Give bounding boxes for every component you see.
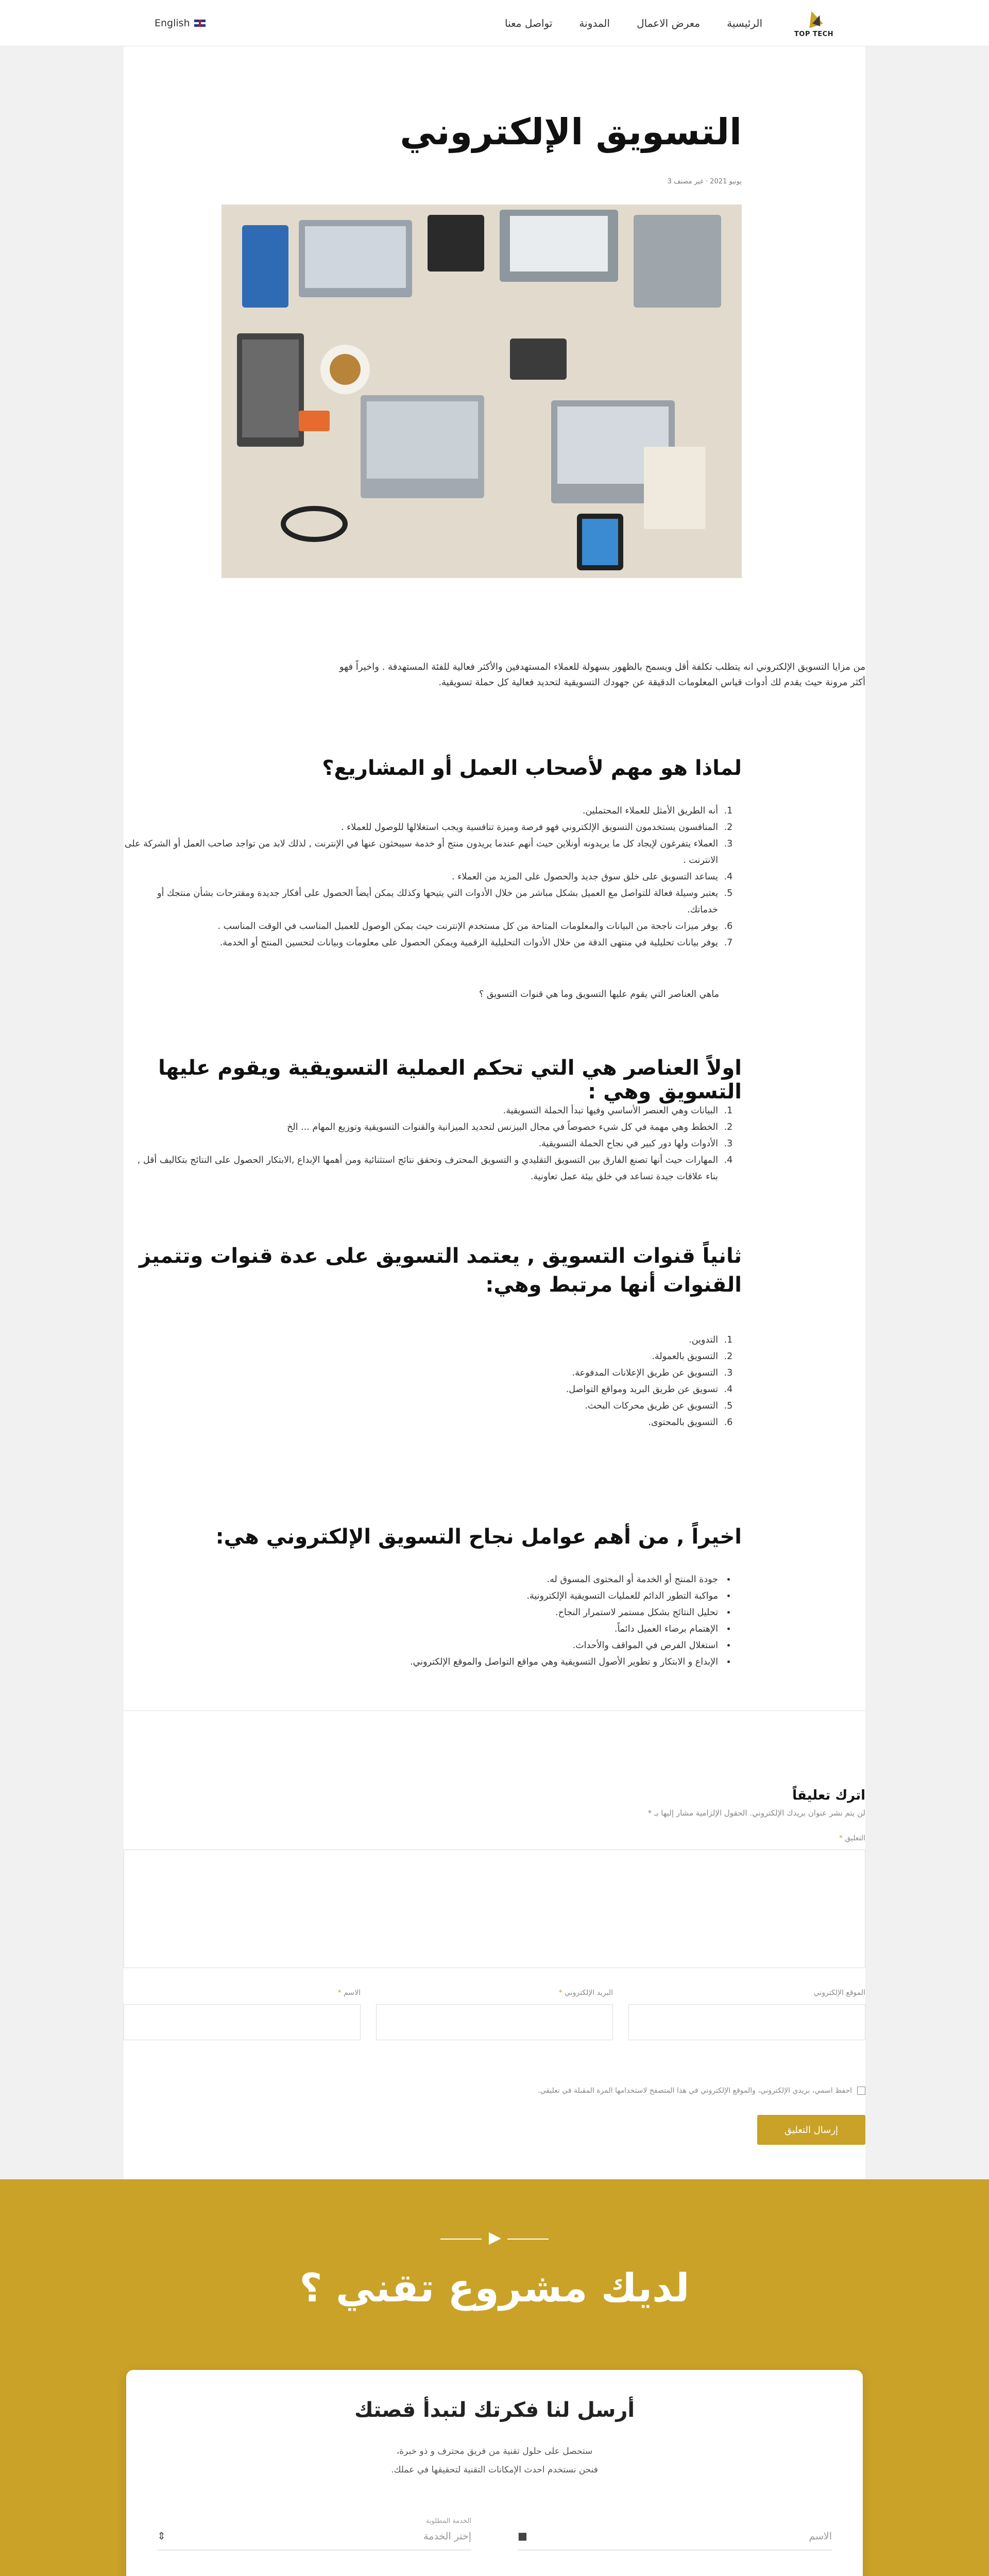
service-placeholder: إختر الخدمة: [423, 2531, 471, 2542]
list-item: 1. التدوين.: [124, 1332, 721, 1348]
list-item: 2. المنافسون يستخدمون التسويق الإلكتروني فهو فرصة وميزة تنافسية ويجب استغلالها للوصول للعملاء .: [124, 819, 721, 836]
list-item: 4. المهارات حيث أنها تصنع الفارق بين التسويق التقليدي و التسويق المحترف وتحقق نتائج استثنائية ومن أهمها الإبداع ,الابتكار الحصول على النتائج بتكاليف أقل , بناء علاقات جيدة تساعد في خلق بيئة عمل تعاونية.: [124, 1152, 721, 1185]
name-label: الاسم *: [337, 1989, 361, 1997]
list-item: • مواكبة التطور الدائم للعمليات التسويقية الإلكترونية.: [124, 1588, 721, 1604]
nav-blog[interactable]: المدونة: [579, 17, 610, 29]
uk-flag-icon: [194, 20, 206, 27]
nav-contact[interactable]: تواصل معنا: [504, 17, 553, 29]
list-item: 6. التسويق بالمحتوى.: [124, 1414, 721, 1431]
list-item: • الإهتمام برضاء العميل دائماً.: [124, 1621, 721, 1637]
website-label: الموقع الإلكتروني: [813, 1989, 865, 1997]
project-phone-field[interactable]: [157, 2571, 471, 2576]
project-title: لديك مشروع تقني ؟: [299, 2265, 690, 2311]
email-label: البريد الإلكتروني *: [558, 1989, 613, 1997]
list-item: 1. أنه الطريق الأمثل للعملاء المحتملين.: [124, 803, 721, 819]
list-item: 3. الأدوات ولها دور كبير في نجاح الحملة التسويقية.: [124, 1136, 721, 1152]
card-desc-line-2: فنحن نستخدم احدث الإمكانات التقنية لتحقيقها في عملك.: [391, 2465, 598, 2475]
card-desc-line-1: ستحصل على حلول تقنية من فريق محترف و ذو خبرة،: [396, 2446, 593, 2456]
list-item: 5. التسويق عن طريق محركات البحث.: [124, 1398, 721, 1414]
section-3-list: [124, 1332, 731, 1431]
section-1-title: لماذا هو مهم لأصحاب العمل أو المشاريع؟: [322, 756, 742, 780]
submit-comment-button[interactable]: إرسال التعليق: [757, 2115, 865, 2145]
logo-text: TOP TECH: [794, 30, 834, 38]
article: [124, 46, 865, 2179]
comment-title: اترك تعليقاً: [792, 1788, 865, 1803]
project-email-field[interactable]: [518, 2571, 832, 2576]
list-item: 3. التسويق عن طريق الإعلانات المدفوعة.: [124, 1365, 721, 1381]
list-item: 2. الخطط وهي مهمة في كل شيء خصوصاً في مجال البيزنس لتحديد الميزانية والقنوات التسويقية وتوزيع المهام ... الخ: [124, 1119, 721, 1136]
list-item: 4. تسويق عن طريق البريد ومواقع التواصل.: [124, 1381, 721, 1398]
article-title: التسويق الإلكتروني: [400, 111, 742, 153]
list-item: • الإبداع و الابتكار و تطوير الأصول التسويقية وهي مواقع التواصل والموقع الإلكتروني.: [124, 1654, 721, 1670]
list-item: 6. يوفر ميزات ناجحة من البيانات والمعلومات المتاحة من كل مستخدم الإنترنت حيث يمكن الوصول للعميل المناسب في الوقت المناسب .: [124, 918, 721, 935]
save-info-label: احفظ اسمي، بريدي الإلكتروني، والموقع الإلكتروني في هذا المتصفح لاستخدامها المرة المقبلة في تعليقي.: [538, 2087, 852, 2095]
language-switcher[interactable]: [155, 18, 206, 29]
list-item: • جودة المنتج أو الخدمة أو المحتوى المسوق له.: [124, 1571, 721, 1588]
section-4-list: [124, 1571, 731, 1670]
card-title: أرسل لنا فكرتك لتبدأ قصتك: [354, 2398, 635, 2422]
workspace-illustration: [221, 205, 742, 578]
section-2-list: [124, 1103, 731, 1185]
list-item: 4. يساعد التسويق على خلق سوق جديد والحصول على المزيد من العملاء .: [124, 869, 721, 885]
list-item: • استغلال الفرص في المواقف والأحداث.: [124, 1637, 721, 1654]
nav-home[interactable]: الرئيسية: [727, 17, 762, 29]
list-item: 7. يوفر بيانات تحليلية في منتهى الدقة من خلال الأدوات التحليلية الرقمية ويمكن الحصول على معلومات وبيانات لتحسين المنتج أو الخدمة.: [124, 935, 721, 951]
list-item: 2. التسويق بالعمولة.: [124, 1348, 721, 1365]
lang-label: English: [155, 18, 190, 29]
section-4-title: اخيراً , من أهم عوامل نجاح التسويق الإلكتروني هي:: [215, 1525, 742, 1549]
paper-plane-decoration: [440, 2231, 549, 2247]
section-1-after: ماهي العناصر التي يقوم عليها التسويق وما هي قنوات التسويق ؟: [479, 989, 719, 999]
logo-mark-icon: [803, 9, 825, 29]
section-2-title: اولاً العناصر هي التي تحكم العملية التسويقية ويقوم عليها التسويق وهي :: [158, 1056, 742, 1104]
project-section: [0, 2179, 989, 2576]
project-name-field[interactable]: [518, 2519, 832, 2550]
website-input[interactable]: [628, 2004, 865, 2040]
name-input[interactable]: [124, 2004, 361, 2040]
person-icon: ■: [518, 2530, 527, 2542]
save-info-row: [538, 2087, 865, 2095]
email-input[interactable]: [376, 2004, 613, 2040]
site-header: [0, 0, 989, 46]
comment-label: التعليق *: [839, 1834, 865, 1842]
section-3-title: ثانياً قنوات التسويق , يعتمد التسويق على عدة قنوات وتتميز القنوات أنها مرتبط وهي:: [139, 1244, 742, 1297]
list-item: • تحليل النتائج بشكل مستمر لاستمرار النجاح.: [124, 1604, 721, 1621]
card-description: [126, 2442, 863, 2479]
project-form-card: [126, 2370, 863, 2576]
comment-note: لن يتم نشر عنوان بريدك الإلكتروني. الحقول الإلزامية مشار إليها بـ *: [647, 1808, 865, 1818]
name-placeholder: الاسم: [809, 2531, 832, 2542]
section-1-list: [124, 803, 731, 951]
paper-plane-icon: [489, 2232, 501, 2245]
service-label: الخدمة المطلوبة: [425, 2517, 471, 2525]
article-intro: [124, 659, 865, 690]
intro-line-2: أكثر مرونة حيث يقدم لك أدوات قياس المعلومات الدقيقة عن جهودك التسويقية لتحديد فعالية كل حملة تسويقية.: [438, 677, 865, 688]
select-arrows-icon: ⇕: [157, 2530, 166, 2542]
save-info-checkbox[interactable]: [857, 2087, 865, 2095]
main-nav: [206, 17, 762, 29]
logo[interactable]: [793, 9, 834, 38]
intro-line-1: من مزايا التسويق الإلكتروني انه يتطلب تكلفة أقل ويسمح بالظهور بسهولة للعملاء المستهدفين والأكثر فعالية للفئة المستهدفة . واخيراً فهو: [339, 662, 865, 672]
list-item: 5. يعتبر وسيلة فعالة للتواصل مع العميل بشكل مباشر من خلال الأدوات التي يتيحها وكذلك يمكن أيضاً الحصول على أفكار جديدة ومقترحات بشأن منتجك أو خدماتك.: [124, 885, 721, 918]
divider: [124, 1710, 865, 1711]
service-select[interactable]: [157, 2519, 471, 2550]
article-meta: 3 يونيو 2021 · غير مصنف: [667, 178, 742, 185]
comment-textarea[interactable]: [124, 1850, 865, 1968]
list-item: 1. البيانات وهي العنصر الأساسي وفيها تبدأ الحملة التسويقية.: [124, 1103, 721, 1119]
nav-portfolio[interactable]: معرض الاعمال: [637, 17, 701, 29]
hero-image: [221, 205, 742, 578]
list-item: 3. العملاء يتفرغون لإيجاد كل ما يريدونه أونلاين حيث أنهم عندما يريدون منتج أو خدمة سيبحثون عنها في الإنترنت , لذلك لابد من تواجد صاحب العمل أو الشركة على الانترنت .: [124, 836, 721, 869]
